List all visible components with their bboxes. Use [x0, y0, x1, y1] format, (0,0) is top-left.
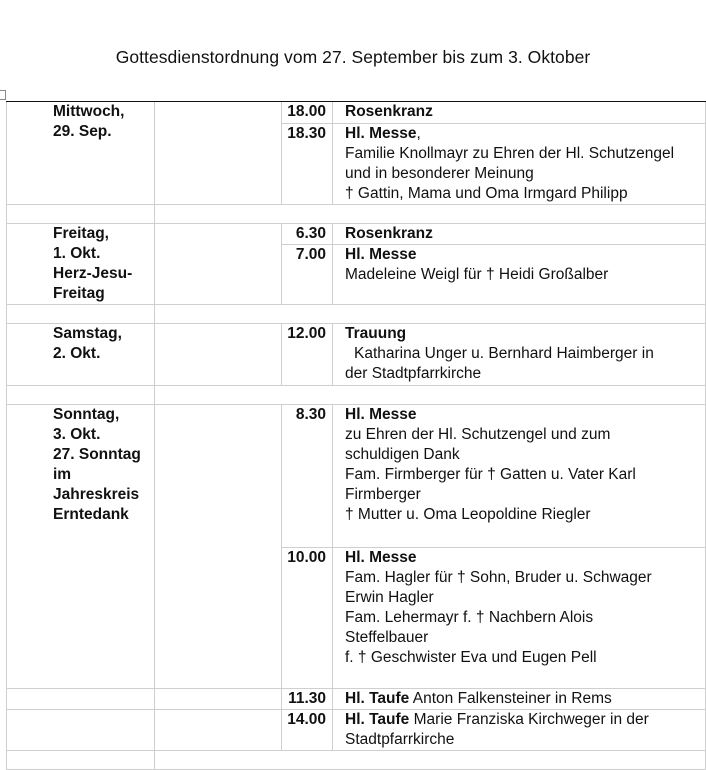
empty-cell: [7, 688, 155, 709]
table-row: [7, 709, 706, 750]
entry-line: und in besonderer Meinung: [345, 164, 534, 182]
entry-line: f. † Geschwister Eva und Eugen Pell: [345, 648, 597, 666]
entry-line: zu Ehren der Hl. Schutzengel und zum: [345, 425, 611, 443]
entry-rest: Marie Franziska Kirchweger in der: [413, 710, 649, 728]
day-line: Mittwoch,: [53, 103, 125, 120]
day-line: 29. Sep.: [53, 123, 112, 140]
entry-line: Fam. Lehermayr f. † Nachbern Alois: [345, 608, 594, 626]
time-cell: 7.00: [282, 244, 333, 304]
empty-cell: [7, 709, 155, 750]
table-row: [7, 323, 706, 385]
entry-line: † Mutter u. Oma Leopoldine Riegler: [345, 505, 591, 523]
empty-cell: [155, 404, 282, 688]
entry-cell: [333, 404, 706, 547]
day-line: Freitag,: [53, 224, 109, 242]
entry-line: † Gattin, Mama und Oma Irmgard Philipp: [345, 184, 628, 202]
entry-suffix: ,: [416, 124, 421, 142]
entry-line: Erwin Hagler: [345, 588, 434, 606]
entry-cell: [333, 688, 706, 709]
empty-cell: [155, 688, 282, 709]
entry-line: Fam. Hagler für † Sohn, Bruder u. Schwager: [345, 568, 652, 586]
entry-title: Rosenkranz: [345, 224, 433, 242]
entry-cell: [333, 123, 706, 204]
time-cell: 14.00: [282, 709, 333, 750]
entry-line: Firmberger: [345, 485, 421, 503]
spacer-row: [7, 204, 706, 223]
entry-title: Hl. Taufe: [345, 689, 410, 707]
entry-line: Fam. Firmberger für † Gatten u. Vater Karl: [345, 465, 636, 483]
time-cell: 10.00: [282, 547, 333, 688]
table-row: [7, 688, 706, 709]
day-line: Samstag,: [53, 324, 122, 342]
day-line: Freitag: [53, 284, 105, 302]
time-cell: 18.30: [282, 123, 333, 204]
entry-cell: [333, 709, 706, 750]
service-schedule-table: [6, 102, 706, 770]
day-cell: [7, 323, 155, 385]
entry-title: Hl. Messe: [345, 245, 417, 263]
entry-title: Hl. Messe: [345, 124, 417, 142]
entry-title: Hl. Messe: [345, 405, 417, 423]
empty-cell: [155, 323, 282, 385]
time-cell: 11.30: [282, 688, 333, 709]
time-cell: 6.30: [282, 223, 333, 244]
day-line: 27. Sonntag: [53, 445, 141, 463]
time-cell: 8.30: [282, 404, 333, 547]
entry-line: schuldigen Dank: [345, 445, 460, 463]
entry-title: Hl. Messe: [345, 548, 417, 566]
entry-line: der Stadtpfarrkirche: [345, 364, 482, 382]
entry-cell: [333, 323, 706, 385]
entry-rest: Anton Falkensteiner in Rems: [412, 689, 612, 707]
entry-title: Hl. Taufe: [345, 710, 410, 728]
day-line: 1. Okt.: [53, 244, 101, 262]
entry-title: Rosenkranz: [345, 103, 433, 120]
empty-cell: [155, 223, 282, 304]
entry-line: Familie Knollmayr zu Ehren der Hl. Schutzengel: [345, 144, 675, 162]
entry-line: Steffelbauer: [345, 628, 429, 646]
day-line: Sonntag,: [53, 405, 120, 423]
day-line: 3. Okt.: [53, 425, 101, 443]
entry-cell: [333, 547, 706, 688]
spacer-row: [7, 304, 706, 323]
table-row: [7, 404, 706, 547]
page-title: Gottesdienstordnung vom 27. September bis zum 3. Oktober: [115, 47, 591, 67]
spacer-row: [7, 750, 706, 769]
day-line: Jahreskreis: [53, 485, 140, 503]
empty-cell: [155, 102, 282, 204]
entry-line: Katharina Unger u. Bernhard Haimberger in: [354, 344, 654, 362]
page-corner-mark: [0, 90, 6, 100]
day-line: im: [53, 465, 72, 483]
time-cell: 18.00: [282, 102, 333, 123]
day-line: 2. Okt.: [53, 344, 101, 362]
table-row: [7, 102, 706, 123]
day-cell: [7, 404, 155, 688]
entry-cell: [333, 244, 706, 304]
entry-line: Madeleine Weigl für † Heidi Großalber: [345, 265, 609, 283]
day-cell: [7, 102, 155, 204]
day-line: Erntedank: [53, 505, 129, 523]
spacer-row: [7, 385, 706, 404]
time-cell: 12.00: [282, 323, 333, 385]
table-row: [7, 223, 706, 244]
day-line: Herz-Jesu-: [53, 264, 133, 282]
entry-cell: [333, 102, 706, 123]
entry-cell: [333, 223, 706, 244]
day-cell: [7, 223, 155, 304]
entry-title: Trauung: [345, 324, 407, 342]
empty-cell: [155, 709, 282, 750]
entry-line: Stadtpfarrkirche: [345, 730, 455, 748]
